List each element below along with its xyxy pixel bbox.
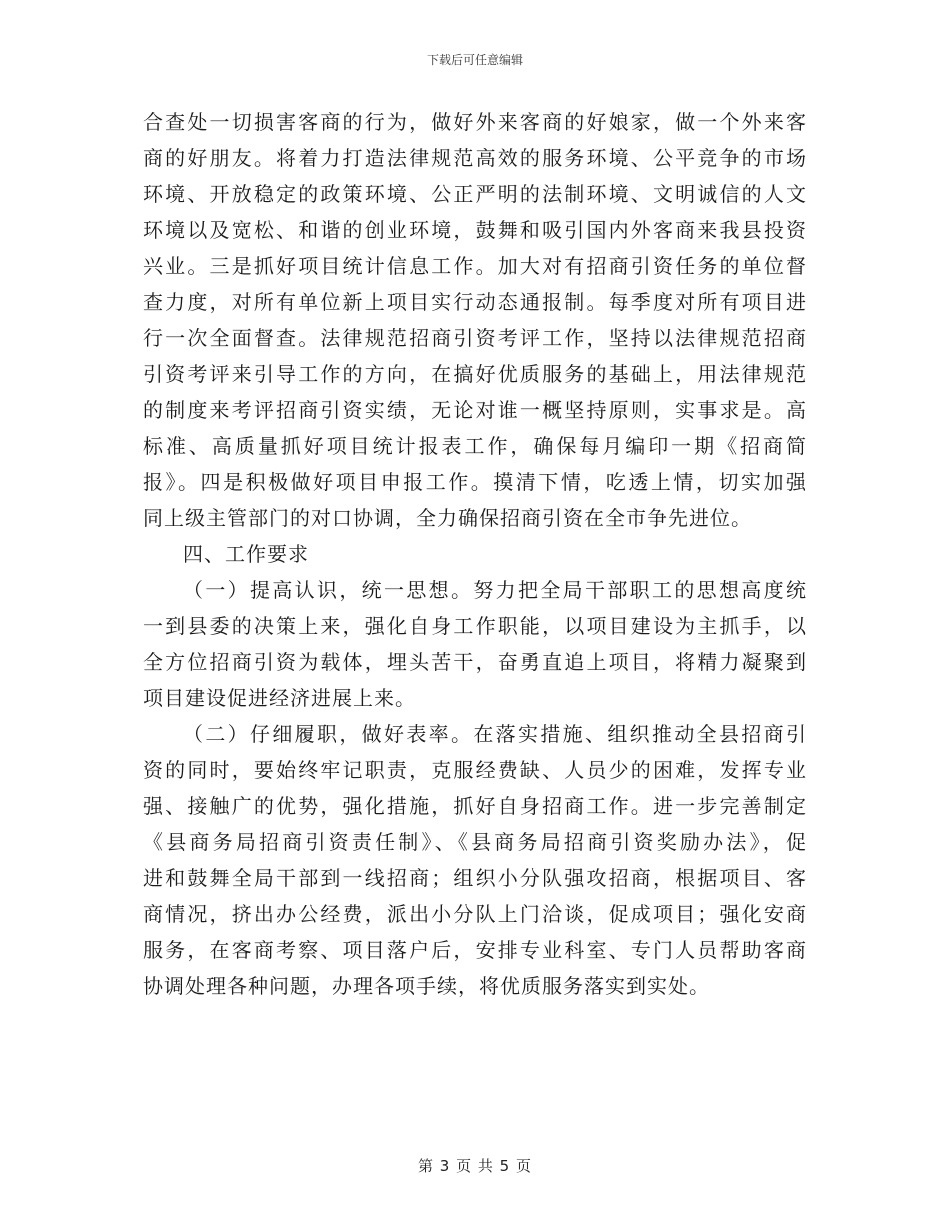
body-line: 进和鼓舞全局干部到一线招商；组织小分队强攻招商，根据项目、客 (143, 866, 807, 890)
body-line: 商情况，挤出办公经费，派出小分队上门洽谈，促成项目；强化安商 (143, 902, 807, 926)
section-heading: 四、工作要求 (183, 542, 309, 566)
body-line: 兴业。三是抓好项目统计信息工作。加大对有招商引资任务的单位督 (143, 254, 807, 278)
body-line: 一到县委的决策上来，强化自身工作职能，以项目建设为主抓手，以 (143, 614, 807, 638)
document-body (143, 104, 807, 1004)
body-line: 查力度，对所有单位新上项目实行动态通报制。每季度对所有项目进 (143, 290, 807, 314)
body-line: 商的好朋友。将着力打造法律规范高效的服务环境、公平竞争的市场 (143, 146, 807, 170)
body-line: 项目建设促进经济进展上来。 (143, 686, 416, 710)
page-header: 下载后可任意编辑 (426, 53, 523, 67)
body-line: 《县商务局招商引资责任制》、《县商务局招商引资奖励办法》，促 (143, 830, 807, 854)
body-line: 服务，在客商考察、项目落户后，安排专业科室、专门人员帮助客商 (143, 938, 807, 962)
body-line: 的制度来考评招商引资实绩，无论对谁一概坚持原则，实事求是。高 (143, 398, 807, 422)
page-number: 第 3 页 共 5 页 (418, 1157, 532, 1175)
body-line: 资的同时，要始终牢记职责，克服经费缺、人员少的困难，发挥专业 (143, 758, 807, 782)
body-line: 行一次全面督查。法律规范招商引资考评工作，坚持以法律规范招商 (143, 326, 807, 350)
body-line: 环境以及宽松、和谐的创业环境，鼓舞和吸引国内外客商来我县投资 (143, 218, 807, 242)
body-line: 环境、开放稳定的政策环境、公正严明的法制环境、文明诚信的人文 (143, 182, 807, 206)
body-line: 强、接触广的优势，强化措施，抓好自身招商工作。进一步完善制定 (143, 794, 807, 818)
body-line: 协调处理各种问题，办理各项手续，将优质服务落实到实处。 (143, 974, 710, 998)
body-line: 全方位招商引资为载体，埋头苦干，奋勇直追上项目，将精力凝聚到 (143, 650, 807, 674)
body-line: （一）提高认识，统一思想。努力把全局干部职工的思想高度统 (183, 578, 807, 602)
body-line: 标准、高质量抓好项目统计报表工作，确保每月编印一期《招商简 (143, 434, 807, 458)
body-line: 同上级主管部门的对口协调，全力确保招商引资在全市争先进位。 (143, 506, 752, 530)
body-line: （二）仔细履职，做好表率。在落实措施、组织推动全县招商引 (183, 722, 807, 746)
body-line: 合查处一切损害客商的行为，做好外来客商的好娘家，做一个外来客 (143, 110, 807, 134)
body-line: 引资考评来引导工作的方向，在搞好优质服务的基础上，用法律规范 (143, 362, 807, 386)
body-line: 报》。四是积极做好项目申报工作。摸清下情，吃透上情，切实加强 (143, 470, 807, 494)
